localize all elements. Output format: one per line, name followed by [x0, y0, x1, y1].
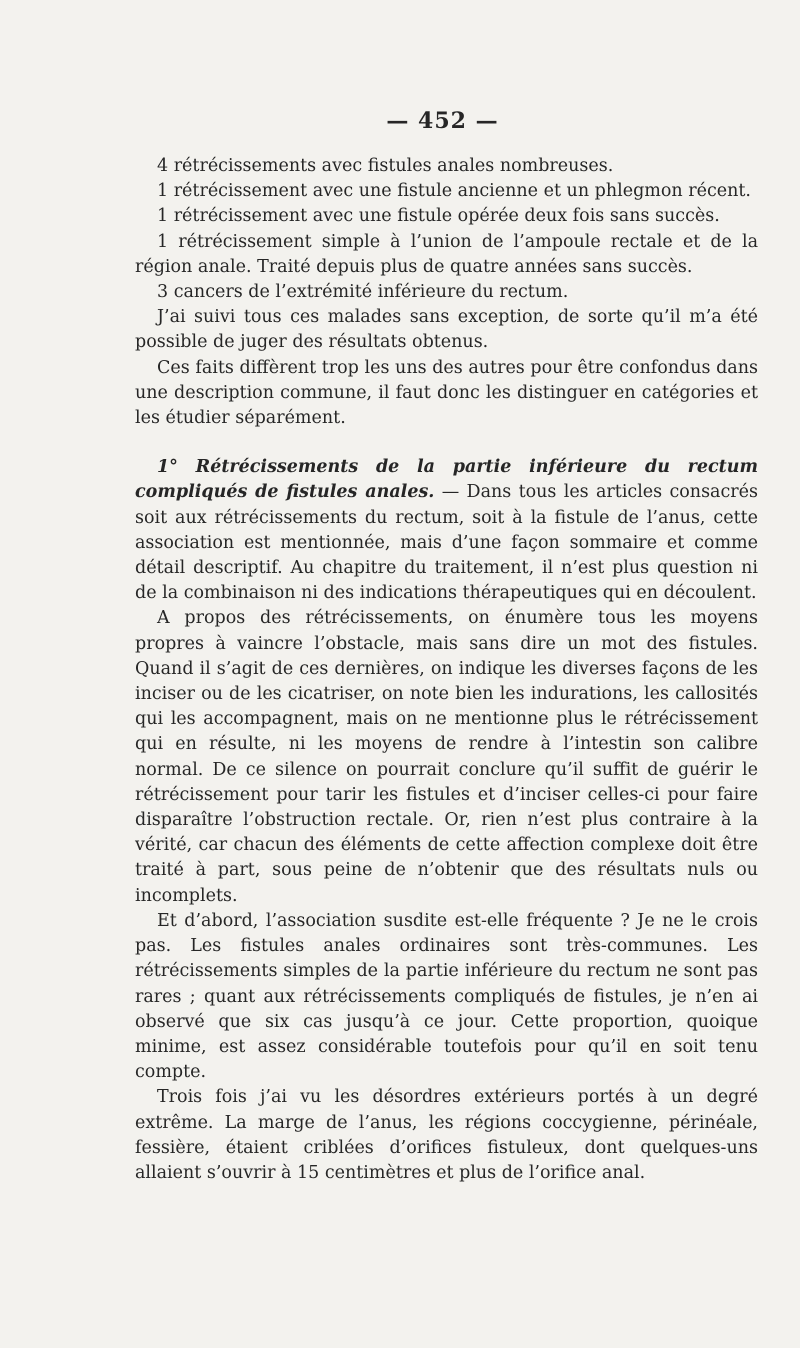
paragraph: Ces faits diffèrent trop les uns des autres pour être confondus dans une description commune, il faut donc les distinguer en catégories et les étudier séparément.	[135, 357, 758, 429]
paragraph: 1 rétrécissement avec une fistule opérée deux fois sans succès.	[157, 206, 720, 227]
section-intro: — Dans tous les articles consacrés soit aux rétrécissements du rectum, soit à la fistule de l’anus, cette association est mentionnée, mais d’une façon sommaire et comme détail descriptif. Au chapitre du traitement, il n’est plus question ni de la combinaison ni des indications thérapeutiques qui en découlent.	[135, 482, 758, 604]
section-paragraph	[135, 455, 758, 606]
paragraph: 3 cancers de l’extrémité inférieure du rectum.	[157, 282, 569, 303]
paragraph: Et d’abord, l’association susdite est-elle fréquente ? Je ne le crois pas. Les fistules anales ordinaires sont très-communes. Les rétrécissements simples de la partie inférieure du rectum ne sont pas rares ; quant aux rétrécissements compliqués de fistules, je n’en ai observé que six cas jusqu’à ce jour. Cette proportion, quoique minime, est assez considérable toutefois pour qu’il en soit tenu compte.	[135, 910, 758, 1083]
paragraph: 1 rétrécissement simple à l’union de l’ampoule rectale et de la région anale. Traité depuis plus de quatre années sans succès.	[135, 231, 758, 277]
section-heading: 1° Rétrécissements de la partie inférieure du rectum compliqués de fistules anales.	[135, 457, 758, 503]
page-body	[135, 154, 758, 1186]
paragraph: 4 rétrécissements avec fistules anales nombreuses.	[157, 156, 614, 176]
paragraph: Trois fois j’ai vu les désordres extérieurs portés à un degré extrême. La marge de l’anus, les régions coccygienne, périnéale, fessière, étaient criblées d’orifices fistuleux, dont quelques-uns allaient s’ouvrir à 15 centimètres et plus de l’orifice anal.	[135, 1087, 758, 1183]
paragraph: 1 rétrécissement avec une fistule ancienne et un phlegmon récent.	[157, 181, 751, 202]
paragraph: J’ai suivi tous ces malades sans exception, de sorte qu’il m’a été possible de juger des résultats obtenus.	[135, 307, 758, 353]
page-number: — 452 —	[386, 108, 499, 134]
paragraph: A propos des rétrécissements, on énumère tous les moyens propres à vaincre l’obstacle, mais sans dire un mot des fistules. Quand il s’agit de ces dernières, on indique les diverses façons de les inciser ou de les cicatriser, on note bien les indurations, les callosités qui les accompagnent, mais on ne mentionne plus le rétrécissement qui en résulte, ni les moyens de rendre à l’intestin son calibre normal. De ce silence on pourrait conclure qu’il suffit de guérir le rétrécissement pour tarir les fistules et d’inciser celles-ci pour faire disparaître l’obstruction rectale. Or, rien n’est plus contraire à la vérité, car chacun des éléments de cette affection complexe doit être traité à part, sous peine de n’obtenir que des résultats nuls ou incomplets.	[135, 608, 758, 906]
